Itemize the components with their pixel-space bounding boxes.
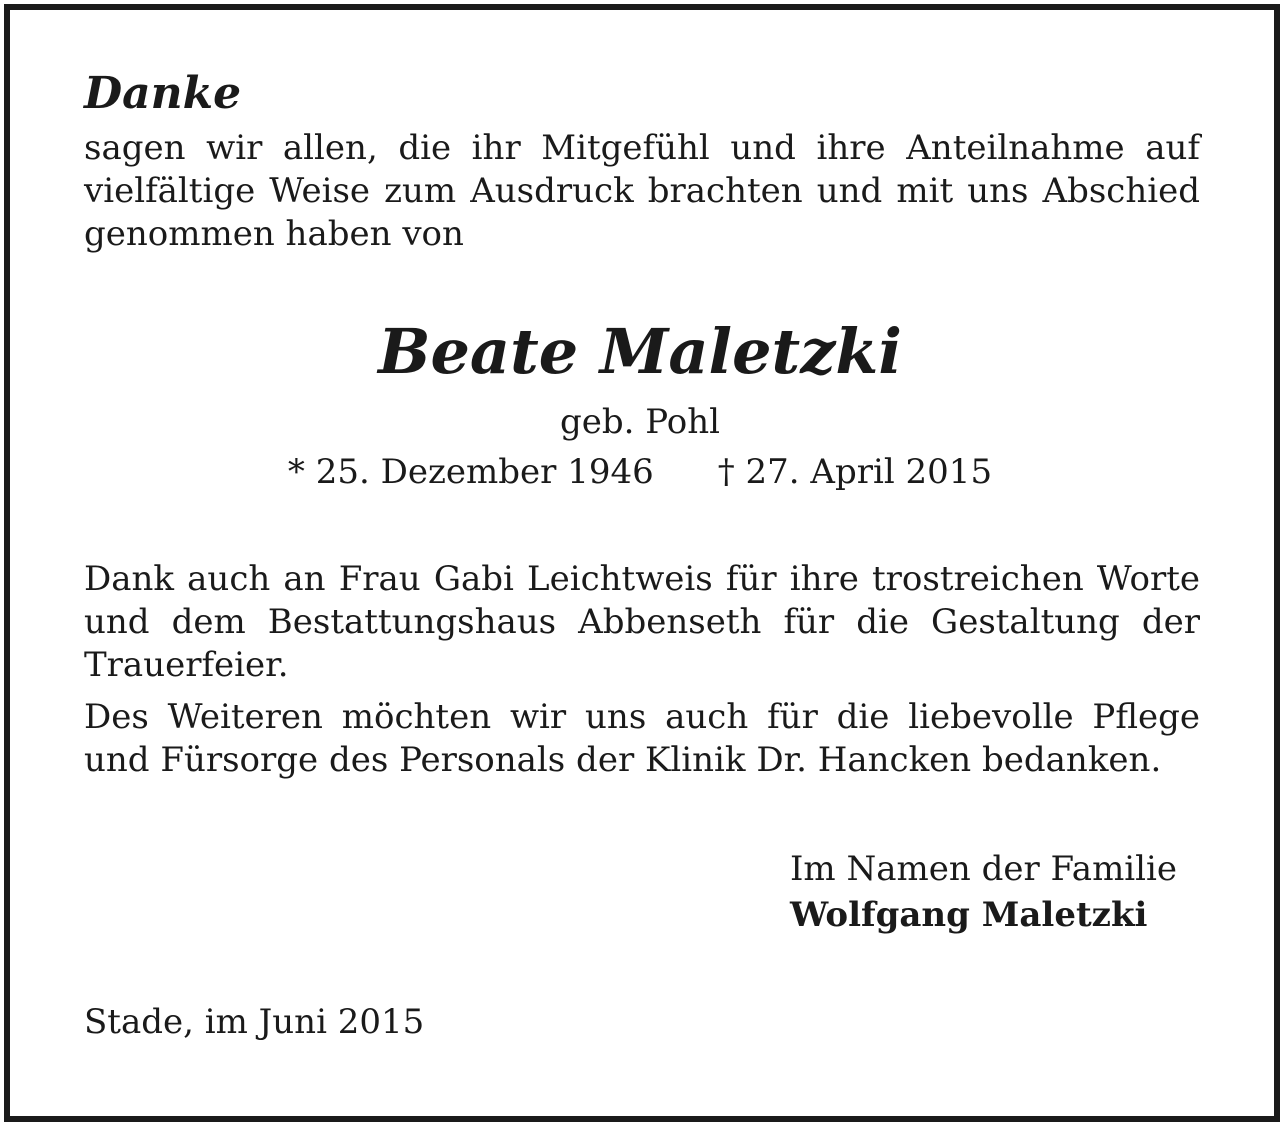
signer-name: Wolfgang Maletzki <box>790 895 1148 935</box>
thanks-paragraph-2: Des Weiteren möchten wir uns auch für die liebevolle Pflege und Fürsorge des Personals der Klinik Dr. Hancken bedanken. <box>84 697 1200 780</box>
death-date: † 27. April 2015 <box>717 452 993 492</box>
intro-paragraph: sagen wir allen, die ihr Mitgefühl und ihre Anteilnahme auf vielfältige Weise zum Ausdruck brachten und mit uns Abschied genommen haben von <box>84 128 1200 254</box>
on-behalf-line: Im Namen der Familie <box>790 849 1178 889</box>
place-date: Stade, im Juni 2015 <box>84 1002 425 1042</box>
life-dates <box>0 450 1280 494</box>
deceased-name: Beate Maletzki <box>378 315 902 388</box>
thanks-paragraph-1: Dank auch an Frau Gabi Leichtweis für ihre trostreichen Worte und dem Bestattungshaus Abbenseth für die Gestaltung der Trauerfeier. <box>84 559 1200 685</box>
birth-date: * 25. Dezember 1946 <box>287 452 654 492</box>
maiden-name: geb. Pohl <box>559 402 720 442</box>
notice-heading: Danke <box>84 68 242 119</box>
signoff <box>790 846 1177 938</box>
